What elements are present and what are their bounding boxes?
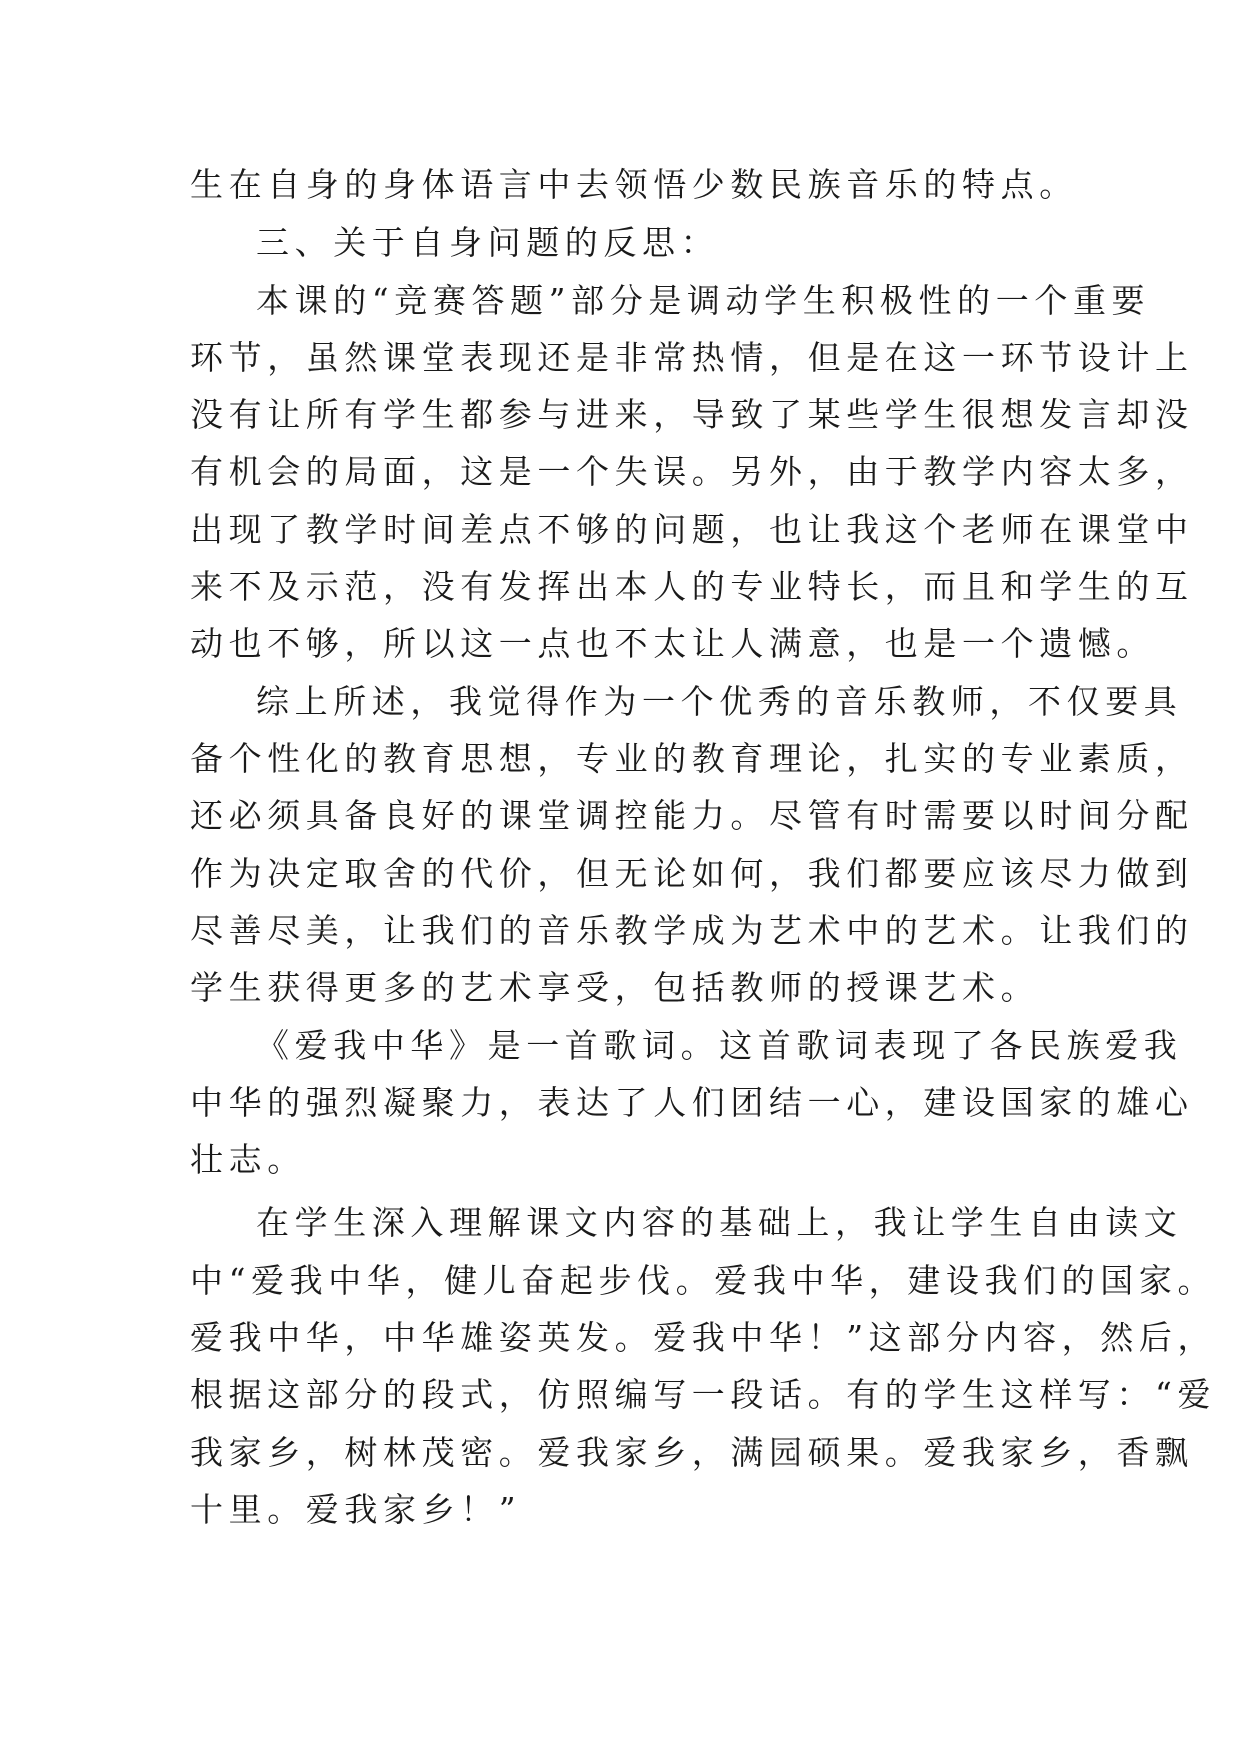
text-line: 学生获得更多的艺术享受，包括教师的授课艺术。 [190,968,1040,1007]
text-line: 备个性化的教育思想，专业的教育理论，扎实的专业素质， [190,739,1194,778]
text-line: 本课的“竞赛答题”部分是调动学生积极性的一个重要 [256,281,1151,320]
text-line: 作为决定取舍的代价，但无论如何，我们都要应该尽力做到 [190,854,1194,893]
text-line: 有机会的局面，这是一个失误。另外，由于教学内容太多， [190,452,1194,491]
text-line: 来不及示范，没有发挥出本人的专业特长，而且和学生的互 [190,567,1194,606]
text-line: 在学生深入理解课文内容的基础上，我让学生自由读文 [256,1203,1183,1242]
text-line: 爱我中华，中华雄姿英发。爱我中华！”这部分内容，然后， [190,1318,1217,1357]
text-line: 中“爱我中华，健儿奋起步伐。爱我中华，建设我们的国家。 [190,1261,1217,1300]
text-line: 出现了教学时间差点不够的问题，也让我这个老师在课堂中 [190,510,1194,549]
text-line: 还必须具备良好的课堂调控能力。尽管有时需要以时间分配 [190,796,1194,835]
text-line: 中华的强烈凝聚力，表达了人们团结一心，建设国家的雄心 [190,1083,1194,1122]
text-line: 动也不够，所以这一点也不太让人满意，也是一个遗憾。 [190,624,1155,663]
text-line: 生在自身的身体语言中去领悟少数民族音乐的特点。 [190,165,1078,204]
text-line: 环节，虽然课堂表现还是非常热情，但是在这一环节设计上 [190,338,1194,377]
text-line: 没有让所有学生都参与进来，导致了某些学生很想发言却没 [190,395,1194,434]
section-heading: 三、关于自身问题的反思： [256,223,720,262]
text-line: 综上所述，我觉得作为一个优秀的音乐教师，不仅要具 [256,682,1183,721]
text-line: 根据这部分的段式，仿照编写一段话。有的学生这样写：“爱 [190,1375,1217,1414]
text-line: 我家乡，树林茂密。爱我家乡，满园硕果。爱我家乡，香飘 [190,1433,1194,1472]
text-line: 十里。爱我家乡！” [190,1490,522,1529]
text-line: 《爱我中华》是一首歌词。这首歌词表现了各民族爱我 [256,1026,1183,1065]
text-line: 壮志。 [190,1140,306,1179]
text-line: 尽善尽美，让我们的音乐教学成为艺术中的艺术。让我们的 [190,911,1194,950]
